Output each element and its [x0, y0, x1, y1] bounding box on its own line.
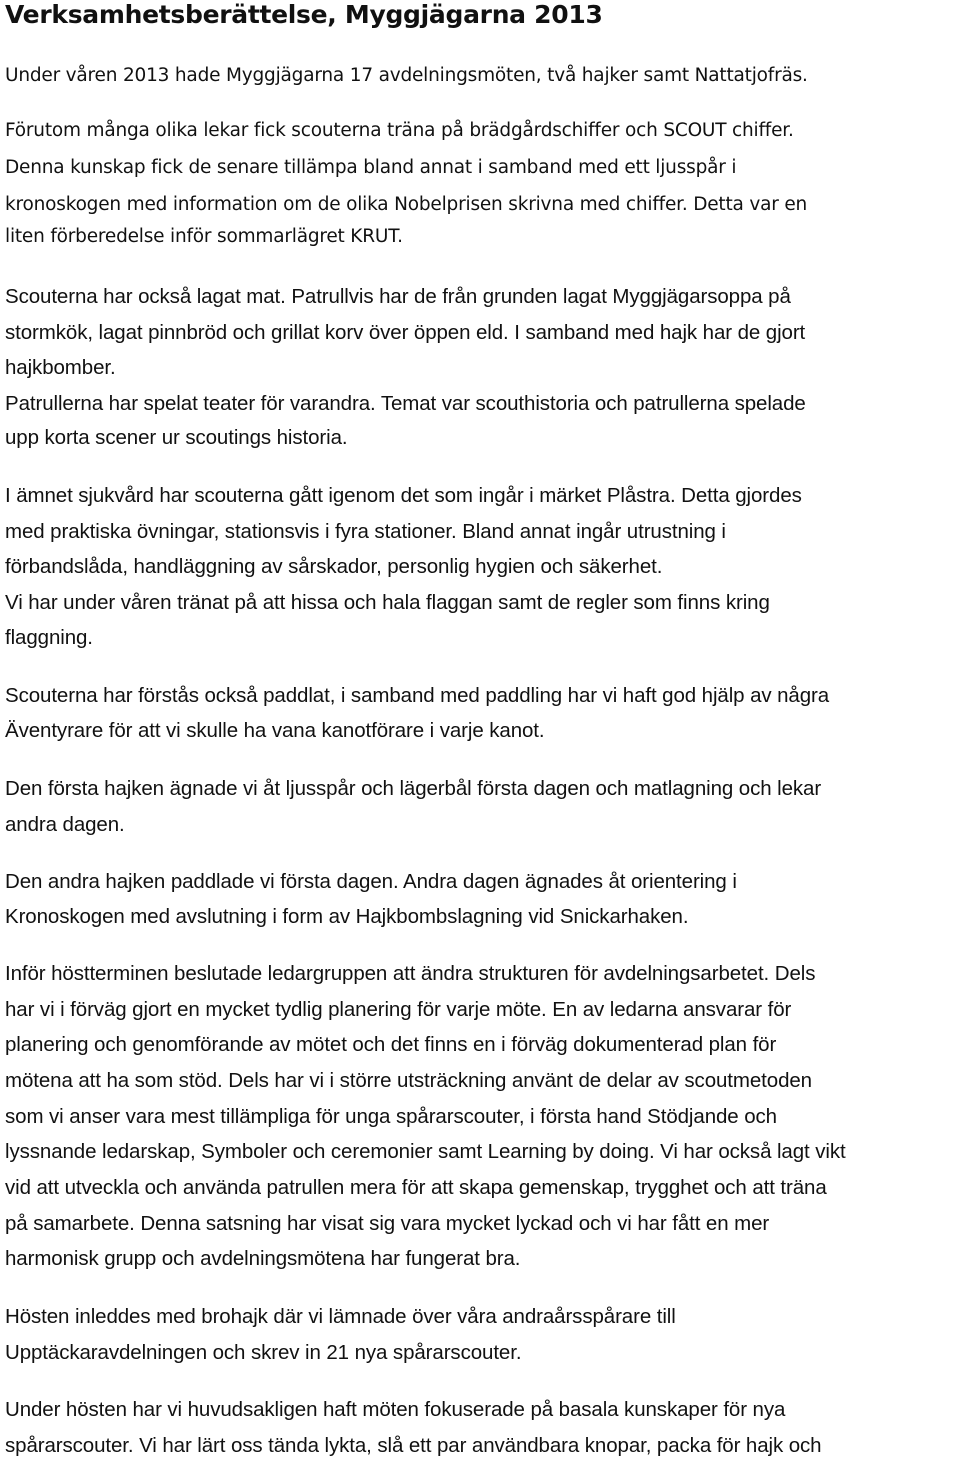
body-text-line: Under hösten har vi huvudsakligen haft möten fokuserade på basala kunskaper för nya — [5, 1398, 786, 1421]
body-text-line: Den andra hajken paddlade vi första dagen. Andra dagen ägnades åt orientering i — [5, 870, 737, 893]
body-text-line: Upptäckaravdelningen och skrev in 21 nya spårarscouter. — [5, 1341, 522, 1364]
body-text-line: upp korta scener ur scoutings historia. — [5, 426, 348, 449]
body-text-line: lyssnande ledarskap, Symboler och ceremonier samt Learning by doing. Vi har också lagt vikt — [5, 1140, 846, 1163]
body-text-line: kronoskogen med information om de olika Nobelprisen skrivna med chiffer. Detta var en — [5, 194, 808, 215]
body-text-line: Äventyrare för att vi skulle ha vana kanotförare i varje kanot. — [5, 719, 545, 742]
body-text-line: andra dagen. — [5, 813, 125, 836]
body-text-line: med praktiska övningar, stationsvis i fyra stationer. Bland annat ingår utrustning i — [5, 520, 726, 543]
body-text-line: Scouterna har förstås också paddlat, i samband med paddling har vi haft god hjälp av några — [5, 684, 830, 707]
body-text-line: Kronoskogen med avslutning i form av Hajkbombslagning vid Snickarhaken. — [5, 905, 689, 928]
body-text-line: harmonisk grupp och avdelningsmötena har fungerat bra. — [5, 1247, 521, 1270]
body-text-line: liten förberedelse inför sommarlägret KRUT. — [5, 226, 403, 247]
body-text-line: på samarbete. Denna satsning har visat sig vara mycket lyckad och vi har fått en mer — [5, 1212, 770, 1235]
body-text-line: Denna kunskap fick de senare tillämpa bland annat i samband med ett ljusspår i — [5, 157, 737, 178]
body-text-line: Den första hajken ägnade vi åt ljusspår och lägerbål första dagen och matlagning och lekar — [5, 777, 822, 800]
document-title: Verksamhetsberättelse, Myggjägarna 2013 — [5, 0, 603, 29]
body-text-line: Patrullerna har spelat teater för varandra. Temat var scouthistoria och patrullerna spelade — [5, 392, 806, 415]
body-text-line: spårarscouter. Vi har lärt oss tända lykta, slå ett par användbara knopar, packa för hajk och — [5, 1434, 822, 1457]
body-text-line: har vi i förväg gjort en mycket tydlig planering för varje möte. En av ledarna ansvarar för — [5, 998, 792, 1021]
body-text-line: stormkök, lagat pinnbröd och grillat korv över öppen eld. I samband med hajk har de gjort — [5, 321, 806, 344]
body-text-line: mötena att ha som stöd. Dels har vi i större utsträckning använt de delar av scoutmetoden — [5, 1069, 812, 1092]
body-text-line: vid att utveckla och använda patrullen mera för att skapa gemenskap, trygghet och att träna — [5, 1176, 827, 1199]
body-text-line: Scouterna har också lagat mat. Patrullvis har de från grunden lagat Myggjägarsoppa på — [5, 285, 791, 308]
body-text-line: förbandslåda, handläggning av sårskador, personlig hygien och säkerhet. — [5, 555, 663, 578]
body-text-line: Förutom många olika lekar fick scouterna träna på brädgårdschiffer och SCOUT chiffer. — [5, 120, 794, 141]
body-text-line: Hösten inleddes med brohajk där vi lämnade över våra andraårsspårare till — [5, 1305, 676, 1328]
body-text-line: Under våren 2013 hade Myggjägarna 17 avdelningsmöten, två hajker samt Nattatjofräs. — [5, 65, 808, 86]
body-text-line: hajkbomber. — [5, 356, 116, 379]
body-text-line: som vi anser vara mest tillämpliga för unga spårarscouter, i första hand Stödjande och — [5, 1105, 777, 1128]
body-text-line: Inför höstterminen beslutade ledargruppen att ändra strukturen för avdelningsarbetet. Dels — [5, 962, 816, 985]
body-text-line: Vi har under våren tränat på att hissa och hala flaggan samt de regler som finns kring — [5, 591, 770, 614]
body-text-line: flaggning. — [5, 626, 93, 649]
body-text-line: I ämnet sjukvård har scouterna gått igenom det som ingår i märket Plåstra. Detta gjordes — [5, 484, 802, 507]
body-text-line: planering och genomförande av mötet och det finns en i förväg dokumenterad plan för — [5, 1033, 777, 1056]
